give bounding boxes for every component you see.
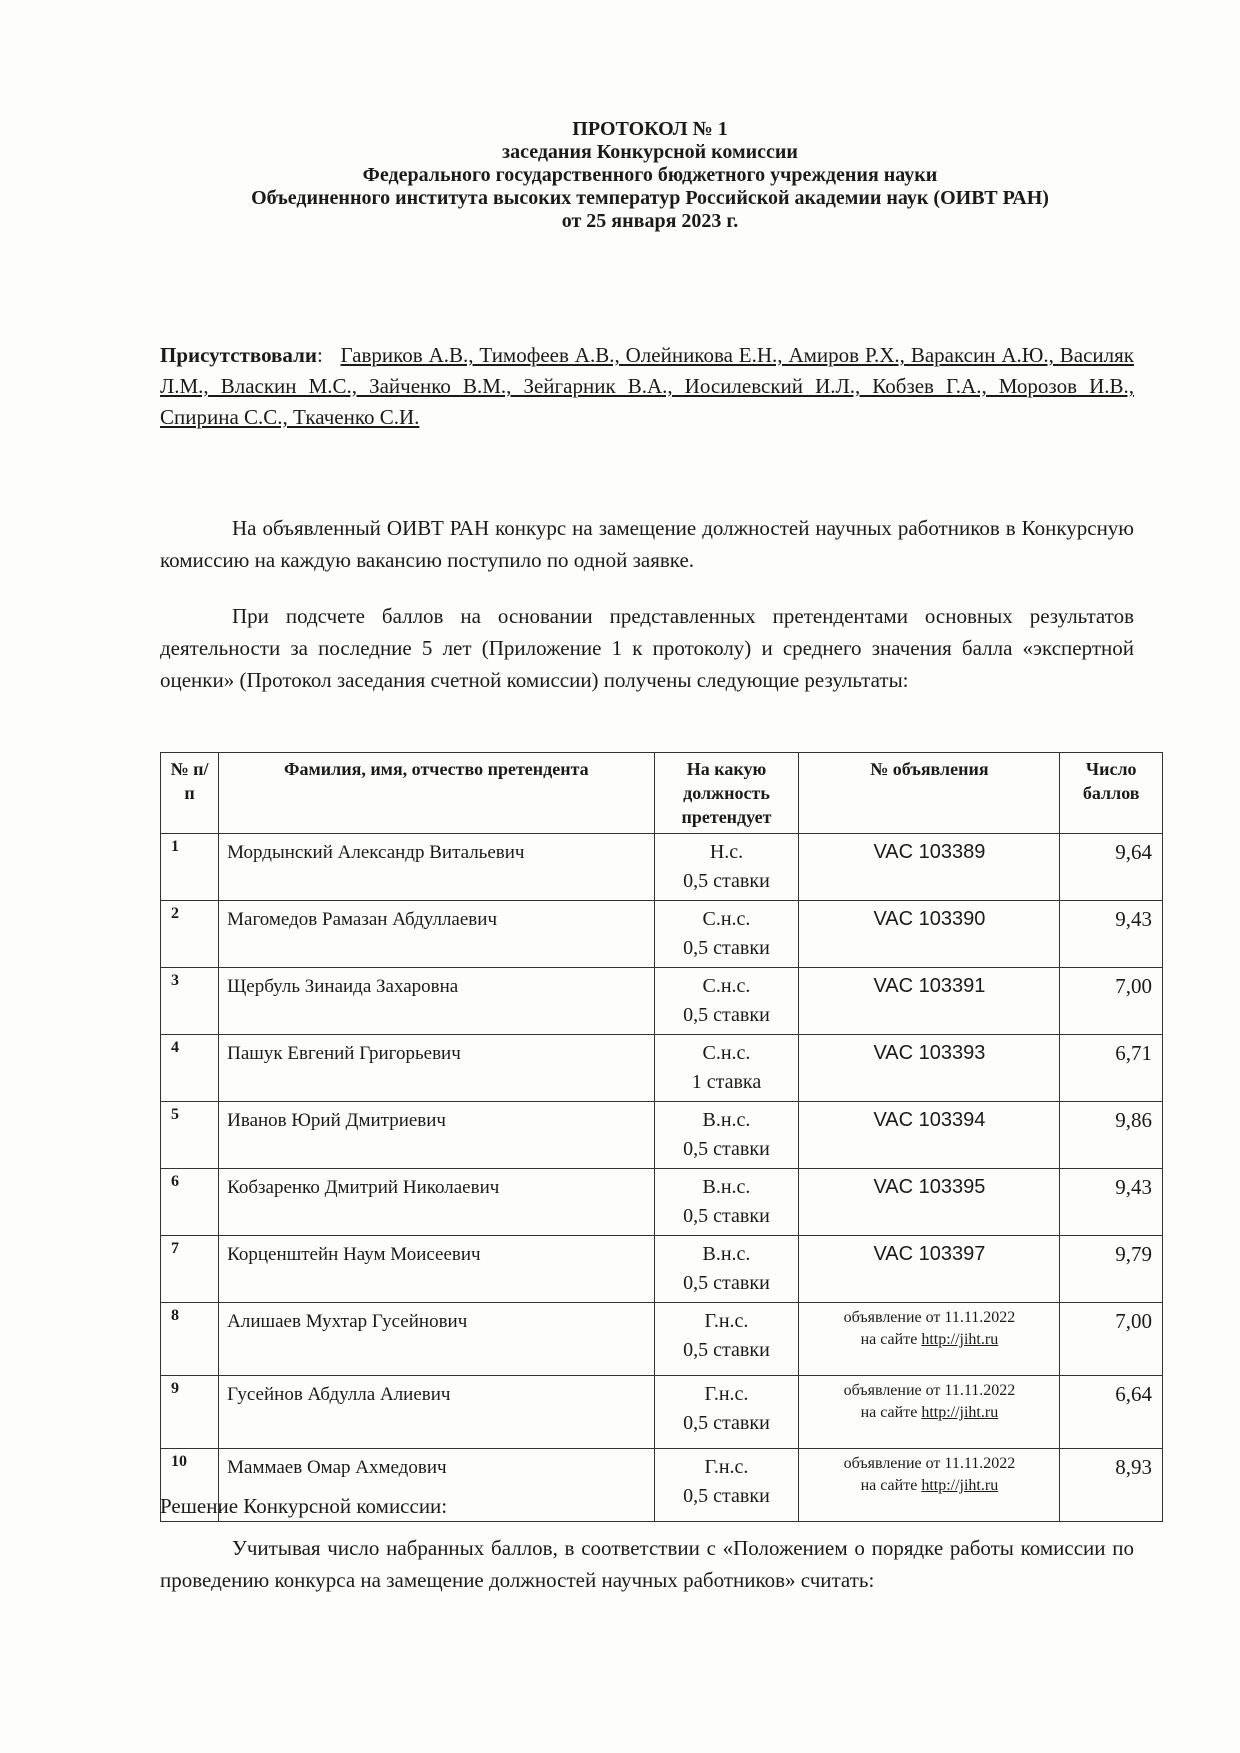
position-rate: 0,5 ставки (683, 1339, 770, 1361)
position-rate: 0,5 ставки (683, 937, 770, 959)
position-title: Г.н.с. (704, 1310, 749, 1332)
intro-paragraph (160, 512, 1134, 576)
row-name: Мордынский Александр Витальевич (219, 834, 654, 901)
results-table (160, 752, 1163, 1522)
table-row (161, 901, 1163, 968)
table-header-row (161, 753, 1163, 834)
attendees-label: Присутствовали (160, 343, 317, 367)
position-rate: 0,5 ставки (683, 870, 770, 892)
table-row (161, 968, 1163, 1035)
row-position (654, 834, 799, 901)
row-score: 9,79 (1060, 1236, 1163, 1303)
position-rate: 0,5 ставки (683, 1004, 770, 1026)
position-rate: 0,5 ставки (683, 1138, 770, 1160)
row-position (654, 901, 799, 968)
vacancy-site-link[interactable]: http://jiht.ru (921, 1331, 999, 1348)
table-row (161, 1169, 1163, 1236)
decision-text: Учитывая число набранных баллов, в соответствии с «Положением о порядке работы комиссии по проведению конкурса на замещение должностей научных работников» считать: (160, 1536, 1134, 1592)
row-name: Гусейнов Абдулла Алиевич (219, 1376, 654, 1449)
row-name: Щербуль Зинаида Захаровна (219, 968, 654, 1035)
vacancy-announcement: объявление от 11.11.2022 (843, 1309, 1016, 1326)
scoring-text: При подсчете баллов на основании представленных претендентами основных результатов деятельности за последние 5 лет (Приложение 1 к протоколу) и среднего значения балла «экспертной оценки» (Протокол заседания счетной комиссии) получены следующие результаты: (160, 604, 1134, 692)
table-row (161, 1035, 1163, 1102)
header-position: На какую должность претендует (654, 753, 799, 834)
row-num: 3 (161, 968, 219, 1035)
table-row (161, 1236, 1163, 1303)
row-score: 9,86 (1060, 1102, 1163, 1169)
row-position (654, 1102, 799, 1169)
row-position (654, 1169, 799, 1236)
row-score: 7,00 (1060, 1303, 1163, 1376)
vacancy-site-label: на сайте (860, 1404, 918, 1421)
row-vacancy: VAC 103389 (799, 834, 1060, 901)
row-position (654, 1376, 799, 1449)
vacancy-site-link[interactable]: http://jiht.ru (921, 1477, 999, 1494)
row-vacancy: VAC 103397 (799, 1236, 1060, 1303)
protocol-title: ПРОТОКОЛ № 1 (572, 118, 728, 140)
institution-line-2: Объединенного института высоких температур Российской академии наук (ОИВТ РАН) (251, 187, 1049, 209)
position-title: Г.н.с. (704, 1383, 749, 1405)
row-num: 10 (161, 1449, 219, 1522)
decision-title: Решение Конкурсной комиссии: (160, 1494, 448, 1518)
row-score: 8,93 (1060, 1449, 1163, 1522)
row-vacancy: VAC 103393 (799, 1035, 1060, 1102)
position-title: В.н.с. (702, 1176, 751, 1198)
position-title: С.н.с. (702, 908, 751, 930)
row-score: 7,00 (1060, 968, 1163, 1035)
attendees-names: Гавриков А.В., Тимофеев А.В., Олейникова Е.Н., Амиров Р.Х., Вараксин А.Ю., Василяк Л.М., Власкин М.С., Зайченко В.М., Зейгарник В.А., Иосилевский И.Л., Кобзев Г.А., Морозов И.В., Спирина С.С., Ткаченко С.И. (160, 343, 1135, 429)
row-vacancy: VAC 103395 (799, 1169, 1060, 1236)
row-num: 7 (161, 1236, 219, 1303)
row-score: 9,64 (1060, 834, 1163, 901)
vacancy-site-label: на сайте (860, 1477, 918, 1494)
decision-paragraph (160, 1532, 1134, 1596)
position-rate: 1 ставка (691, 1071, 762, 1093)
row-name: Пашук Евгений Григорьевич (219, 1035, 654, 1102)
row-score: 9,43 (1060, 1169, 1163, 1236)
row-vacancy (799, 1303, 1060, 1376)
row-name: Маммаев Омар Ахмедович (219, 1449, 654, 1522)
position-title: С.н.с. (702, 975, 751, 997)
row-vacancy: VAC 103390 (799, 901, 1060, 968)
header-name: Фамилия, имя, отчество претендента (219, 753, 654, 834)
position-title: С.н.с. (702, 1042, 751, 1064)
row-num: 4 (161, 1035, 219, 1102)
header-score: Число баллов (1060, 753, 1163, 834)
vacancy-announcement: объявление от 11.11.2022 (843, 1455, 1016, 1472)
header-num: № п/п (161, 753, 219, 834)
intro-text: На объявленный ОИВТ РАН конкурс на замещение должностей научных работников в Конкурсную комиссию на каждую вакансию поступило по одной заявке. (160, 516, 1134, 572)
position-rate: 0,5 ставки (683, 1485, 770, 1507)
row-score: 6,71 (1060, 1035, 1163, 1102)
protocol-subtitle: заседания Конкурсной комиссии (502, 141, 798, 163)
vacancy-announcement: объявление от 11.11.2022 (843, 1382, 1016, 1399)
position-rate: 0,5 ставки (683, 1412, 770, 1434)
row-score: 9,43 (1060, 901, 1163, 968)
row-num: 2 (161, 901, 219, 968)
row-position (654, 968, 799, 1035)
row-vacancy: VAC 103391 (799, 968, 1060, 1035)
row-num: 9 (161, 1376, 219, 1449)
table-row (161, 1376, 1163, 1449)
row-vacancy: VAC 103394 (799, 1102, 1060, 1169)
row-position (654, 1236, 799, 1303)
position-title: Г.н.с. (704, 1456, 749, 1478)
row-name: Магомедов Рамазан Абдуллаевич (219, 901, 654, 968)
row-num: 8 (161, 1303, 219, 1376)
row-num: 5 (161, 1102, 219, 1169)
table-row (161, 1102, 1163, 1169)
institution-line-1: Федерального государственного бюджетного учреждения науки (362, 164, 938, 186)
protocol-header (160, 118, 1140, 233)
vacancy-site-label: на сайте (860, 1331, 918, 1348)
table-row (161, 1303, 1163, 1376)
attendees-paragraph: Присутствовали: Гавриков А.В., Тимофеев А.В., Олейникова Е.Н., Амиров Р.Х., Вараксин А.Ю., Василяк Л.М., Власкин М.С., Зайченко В.М., Зейгарник В.А., Иосилевский И.Л., Кобзев Г.А., Морозов И.В., Спирина С.С., Ткаченко С.И. (160, 343, 1135, 429)
row-position (654, 1303, 799, 1376)
vacancy-site-link[interactable]: http://jiht.ru (921, 1404, 999, 1421)
protocol-date: от 25 января 2023 г. (561, 210, 739, 232)
position-rate: 0,5 ставки (683, 1205, 770, 1227)
position-title: Н.с. (709, 841, 744, 863)
scoring-paragraph (160, 600, 1134, 696)
row-num: 1 (161, 834, 219, 901)
row-score: 6,64 (1060, 1376, 1163, 1449)
table-row (161, 834, 1163, 901)
header-vacancy: № объявления (799, 753, 1060, 834)
row-name: Иванов Юрий Дмитриевич (219, 1102, 654, 1169)
row-num: 6 (161, 1169, 219, 1236)
position-rate: 0,5 ставки (683, 1272, 770, 1294)
row-name: Алишаев Мухтар Гусейнович (219, 1303, 654, 1376)
position-title: В.н.с. (702, 1243, 751, 1265)
position-title: В.н.с. (702, 1109, 751, 1131)
row-name: Корценштейн Наум Моисеевич (219, 1236, 654, 1303)
row-name: Кобзаренко Дмитрий Николаевич (219, 1169, 654, 1236)
row-vacancy (799, 1376, 1060, 1449)
row-position (654, 1035, 799, 1102)
